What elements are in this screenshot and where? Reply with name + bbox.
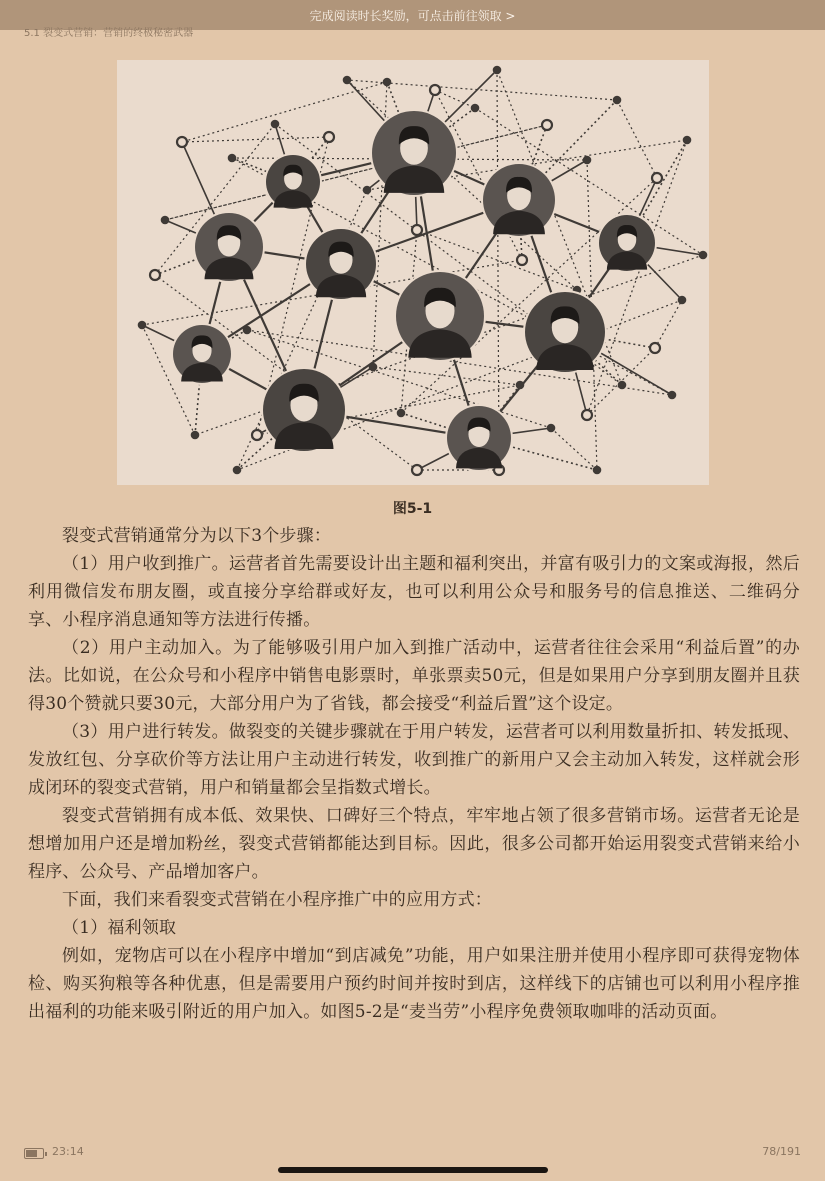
- page-indicator: 78/191: [762, 1145, 801, 1158]
- network-node: [370, 364, 376, 370]
- network-node: [669, 392, 675, 398]
- network-node: [517, 382, 523, 388]
- article-body: [28, 522, 800, 1026]
- network-node: [412, 225, 422, 235]
- network-node: [384, 79, 390, 85]
- network-node: [192, 432, 198, 438]
- chapter-title: 5.1 裂变式营销：营销的终极秘密武器: [24, 28, 194, 39]
- figure-caption: 图5-1: [392, 501, 433, 517]
- network-node: [234, 467, 240, 473]
- paragraph: （1）用户收到推广。运营者首先需要设计出主题和福利突出，并富有吸引力的文案或海报，然后利用微信发布朋友圈，或直接分享给群或好友，也可以利用公众号和服务号的信息推送、二维码分享、小程序消息通知等方法进行传播。: [28, 554, 800, 630]
- network-link: [617, 100, 657, 178]
- battery-icon: [24, 1148, 44, 1159]
- network-illustration: [117, 60, 709, 485]
- paragraph: （2）用户主动加入。为了能够吸引用户加入到推广活动中，运营者往往会采用“利益后置”的办法。比如说，在公众号和小程序中销售电影票时，单张票卖50元，但是如果用户分享到朋友圈并且获得30个赞就只要30元，大部分用户为了省钱，都会接受“利益后置”这个设定。: [28, 638, 800, 714]
- network-node: [344, 77, 350, 83]
- network-node: [594, 467, 600, 473]
- network-node: [430, 85, 440, 95]
- network-node: [548, 425, 554, 431]
- network-node: [272, 121, 278, 127]
- paragraph: 裂变式营销通常分为以下3个步骤：: [62, 526, 332, 546]
- paragraph: 例如，宠物店可以在小程序中增加“到店减免”功能，用户如果注册并使用小程序即可获得宠物体检、购买狗粮等各种优惠，但是需要用户预约时间并按时到店，这样线下的店铺也可以利用小程序推出福利的功能来吸引附近的用户加入。如图5-2是“麦当劳”小程序免费领取咖啡的活动页面。: [28, 946, 800, 1022]
- network-link: [182, 137, 329, 142]
- network-node: [252, 430, 262, 440]
- network-node: [177, 137, 187, 147]
- reading-reward-text: 完成阅读时长奖励，可点击前往领取 >: [309, 8, 516, 23]
- network-node: [162, 217, 168, 223]
- network-node: [364, 187, 370, 193]
- paragraph: （3）用户进行转发。做裂变的关键步骤就在于用户转发，运营者可以利用数量折扣、转发抵现、发放红包、分享砍价等方法让用户主动进行转发，收到推广的新用户又会主动加入转发，这样就会形成闭环的裂变式营销，用户和销量都会呈指数式增长。: [28, 722, 800, 798]
- network-node: [472, 105, 478, 111]
- network-node: [652, 173, 662, 183]
- network-node: [542, 120, 552, 130]
- network-node: [244, 327, 250, 333]
- network-link: [551, 428, 597, 470]
- network-node: [650, 343, 660, 353]
- network-node: [684, 137, 690, 143]
- network-node: [324, 132, 334, 142]
- network-node: [398, 410, 404, 416]
- network-node: [150, 270, 160, 280]
- paragraph: 裂变式营销拥有成本低、效果快、口碑好三个特点，牢牢地占领了很多营销市场。运营者无论是想增加用户还是增加粉丝，裂变式营销都能达到目标。因此，很多公司都开始运用裂变式营销来给小程序、公众号、产品增加客户。: [28, 806, 800, 882]
- network-node: [584, 157, 590, 163]
- home-indicator[interactable]: [278, 1167, 548, 1173]
- network-node: [494, 67, 500, 73]
- network-node: [679, 297, 685, 303]
- network-node: [517, 255, 527, 265]
- network-node: [139, 322, 145, 328]
- network-node: [700, 252, 706, 258]
- network-node: [582, 410, 592, 420]
- network-node: [614, 97, 620, 103]
- clock-time: 23:14: [52, 1145, 84, 1158]
- network-node: [619, 382, 625, 388]
- network-node: [229, 155, 235, 161]
- paragraph: 下面，我们来看裂变式营销在小程序推广中的应用方式：: [62, 890, 492, 910]
- network-node: [412, 465, 422, 475]
- network-link: [655, 300, 682, 348]
- paragraph: （1）福利领取: [62, 918, 177, 938]
